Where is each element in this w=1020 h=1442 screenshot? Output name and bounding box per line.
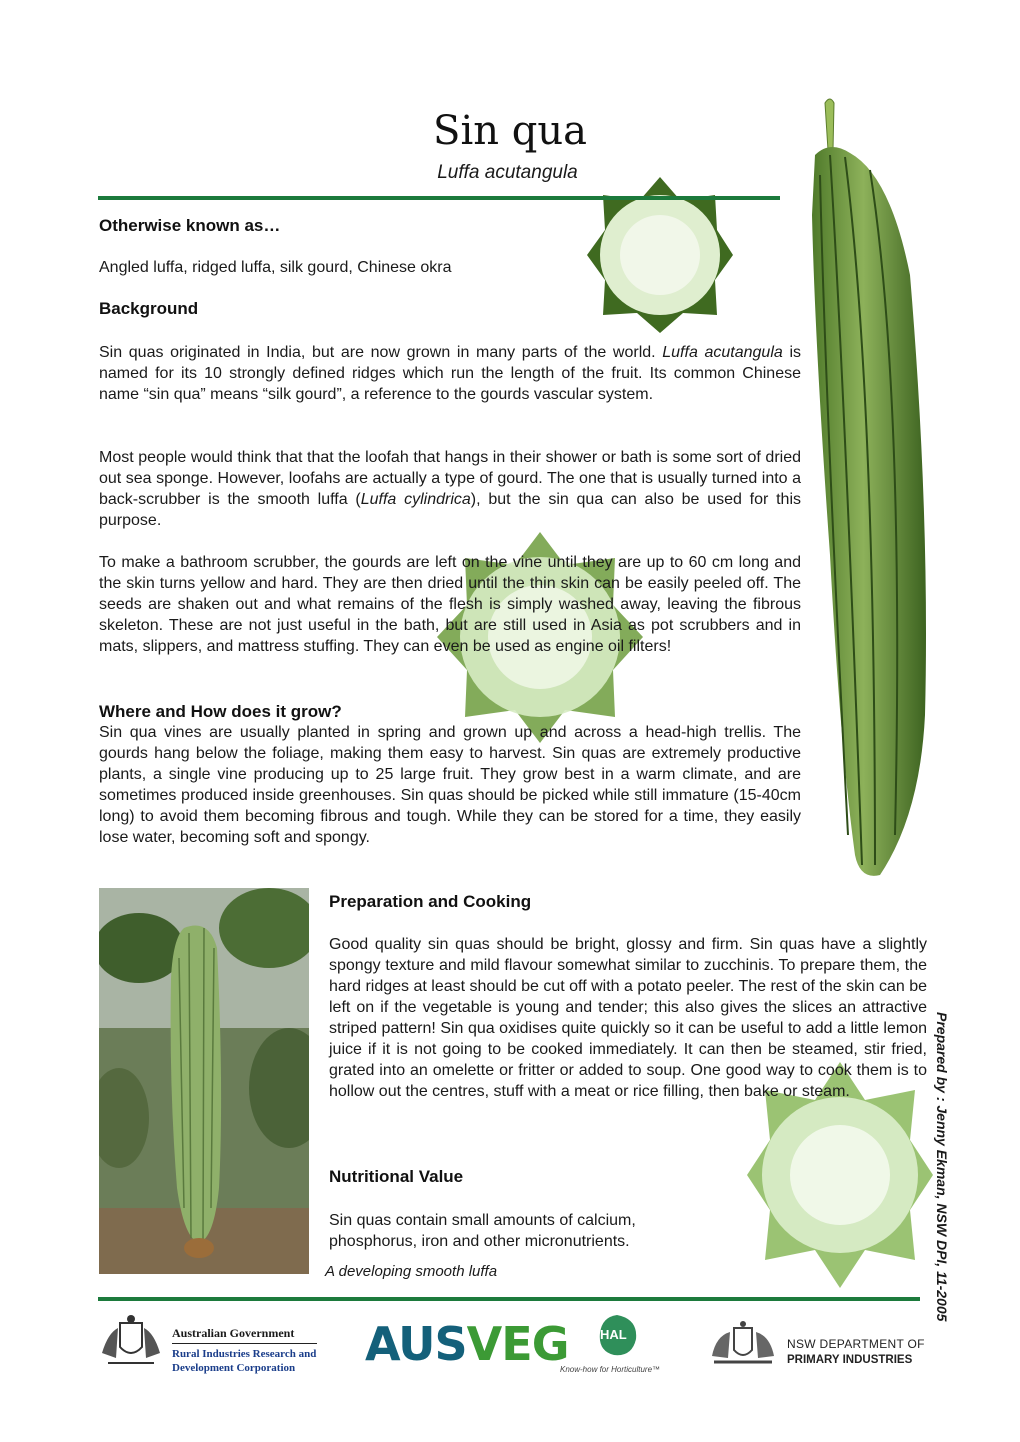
- background-heading: Background: [99, 299, 199, 318]
- ausveg-logo: [365, 1316, 568, 1372]
- nutrition-text: Sin quas contain small amounts of calcium, phosphorus, iron and other micronutrients.: [329, 1212, 636, 1250]
- bg-p1-text-a: Sin quas originated in India, but are now grown in many parts of the world.: [99, 344, 663, 361]
- scientific-name: Luffa acutangula: [437, 162, 578, 183]
- nsw-crest-icon: [706, 1320, 780, 1368]
- grow-text: Sin qua vines are usually planted in spring and grown up and across a head-high trellis. The gourds hang below the foliage, making them easy to harvest. Sin quas are extremely productive plants, a single vine producing up to 25 large fruit. They grow best in a warm climate, and are sometimes produced inside greenhouses. Sin quas should be picked while still immature (15-40cm long) to avoid them becoming fibrous and tough. While they can be stored for a time, they easily lose water, becoming soft and spongy.: [99, 724, 801, 846]
- background-paragraph-1: [99, 342, 801, 405]
- hal-tagline: Know-how for Horticulture™: [560, 1365, 661, 1374]
- grow-heading: Where and How does it grow?: [99, 702, 342, 721]
- title-rule: [98, 196, 780, 200]
- nsw-line-2: PRIMARY INDUSTRIES: [787, 1354, 913, 1366]
- page-title: Sin qua: [433, 108, 587, 154]
- rirdc-line-2: Development Corporation: [172, 1362, 296, 1374]
- aus-gov-logo-text: Australian Government: [172, 1326, 295, 1340]
- aka-heading: Otherwise known as…: [99, 216, 281, 235]
- side-credit: Prepared by : Jenny Ekman, NSW DPI, 11-2005: [934, 1012, 950, 1322]
- hal-logo-text: HAL: [600, 1327, 627, 1342]
- ausveg-veg: VEG: [466, 1317, 569, 1371]
- luffa-photo: [99, 888, 309, 1274]
- prep-text: Good quality sin quas should be bright, glossy and firm. Sin quas have a slightly spongy texture and mild flavour somewhat similar to zucchinis. To prepare them, the hard ridges at least should be cut off with a potato peeler. The rest of the skin can be left on if the vegetable is young and tender; this also gives the slices an attractive striped pattern! Sin qua oxidises quite quickly so it can be useful to add a little lemon juice if it is not going to be cooked immediately. It can then be steamed, stir fried, grated into an omelette or fritter or added to soup. One good way to cook them is to hollow out the centres, stuff with a meat or rice filling, then bake or steam.: [329, 936, 928, 1100]
- aka-text: Angled luffa, ridged luffa, silk gourd, Chinese okra: [99, 259, 452, 276]
- bg-p2-species: Luffa cylindrica: [360, 491, 471, 508]
- rirdc-divider: [172, 1343, 317, 1344]
- ausveg-aus: AUS: [365, 1317, 467, 1371]
- bg-p2-text-b: ), but the sin qua can also be used for this purpose.: [99, 491, 802, 529]
- nutrition-heading: Nutritional Value: [329, 1167, 464, 1186]
- nsw-line-1: NSW DEPARTMENT OF: [787, 1337, 925, 1351]
- rirdc-line-1: Rural Industries Research and: [172, 1348, 317, 1360]
- gourd-illustration: [800, 95, 940, 885]
- photo-caption: A developing smooth luffa: [325, 1263, 498, 1280]
- background-paragraph-3: To make a bathroom scrubber, the gourds are left on the vine until they are up to 60 cm long and the skin turns yellow and hard. They are then dried until the thin skin can be easily peeled off. The seeds are shaken out and what remains of the flesh is simply washed away, leaving the fibrous skeleton. These are not just useful in the bath, but are still used in Asia as pot scrubbers and in mats, slippers, and mattress stuffing. They can even be used as engine oil filters!: [99, 554, 801, 655]
- bg-p2-text-a: Most people would think that that the loofah that hangs in their shower or bath is some sort of dried out sea sponge. However, loofahs are actually a type of gourd. The one that is usually turned into a back-scrubber is the smooth luffa (: [99, 449, 801, 508]
- footer-rule: [98, 1297, 920, 1301]
- bg-p1-text-b: is named for its 10 strongly defined ridges which run the length of the fruit. Its common Chinese name “sin qua” means “silk gourd”, a reference to the gourds vascular system.: [99, 344, 802, 403]
- coat-of-arms-icon: [98, 1313, 164, 1369]
- prep-heading: Preparation and Cooking: [329, 892, 532, 911]
- background-paragraph-2: [99, 447, 801, 531]
- bg-p1-species: Luffa acutangula: [662, 344, 783, 361]
